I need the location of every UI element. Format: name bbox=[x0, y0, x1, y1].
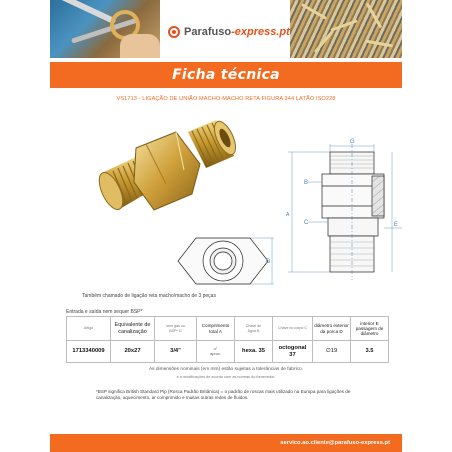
spec-header-line: sem gás ou bbox=[166, 324, 185, 329]
spec-table bbox=[66, 316, 389, 363]
spec-header-cell bbox=[111, 317, 155, 341]
label-d: D bbox=[266, 259, 271, 265]
spec-header-line: Equivalente de bbox=[114, 322, 151, 329]
brand-suffix: -express.pt bbox=[231, 26, 290, 38]
cell-diameter: ∅19 bbox=[313, 341, 351, 363]
tools-photo bbox=[50, 0, 160, 58]
spec-header-line: Comprimento bbox=[201, 323, 230, 329]
title-banner bbox=[50, 62, 402, 88]
spec-header-cell bbox=[273, 317, 313, 341]
label-b: B bbox=[304, 180, 309, 186]
spec-header-line: diâmetro exterior bbox=[314, 323, 349, 329]
datasheet-page bbox=[50, 0, 402, 452]
label-a: A bbox=[286, 212, 290, 218]
spec-header-line: canalização bbox=[118, 328, 147, 335]
key-body-line2: 37 bbox=[289, 351, 296, 358]
footer-bar bbox=[50, 434, 402, 452]
brand-name: Parafuso bbox=[184, 26, 232, 38]
spec-value-row bbox=[67, 341, 389, 363]
cell-key-body bbox=[273, 341, 313, 363]
cell-thread: 3/4" bbox=[155, 341, 197, 363]
spec-header-cell bbox=[313, 317, 351, 341]
banner-title: Ficha técnica bbox=[172, 67, 280, 83]
spec-header-line: interior E bbox=[360, 320, 379, 326]
product-subtitle: VS1713 - LIGAÇÃO DE UNIÃO MACHO-MACHO RETA FIGURA 344 LATÃO ISO228 bbox=[116, 96, 336, 102]
bsp-note: *BSP significa British Standard Pip (Rosca Padrão Britânica) = o padrão de roscas mais utilizado na Europa para ligações de canalização, aquecimento, ar comprimido e muitas outras redes de fluidos. bbox=[96, 389, 351, 401]
cell-equivalent: 20x27 bbox=[111, 341, 155, 363]
spec-header-line: passagem de diâmetro bbox=[355, 325, 384, 337]
spec-header-line: Artigo bbox=[83, 326, 94, 331]
also-called-caption: Também chamado de ligação reta macho/macho de 3 peças bbox=[82, 293, 216, 299]
cell-length bbox=[197, 341, 235, 363]
spec-header-cell bbox=[67, 317, 111, 341]
label-g-top: G bbox=[350, 139, 355, 145]
spec-header-line: Água B bbox=[247, 328, 260, 333]
key-body-line1: octogonal bbox=[278, 344, 307, 351]
cell-passage: 3.5 bbox=[351, 341, 389, 363]
spec-header-line: Chave no corpo C bbox=[278, 326, 307, 331]
header bbox=[50, 0, 402, 58]
brand-screw-icon bbox=[168, 26, 180, 38]
modifications-note: e a modificações de acordo com as normas do fornecedor. bbox=[176, 375, 276, 379]
label-e: E bbox=[394, 222, 399, 228]
inlet-outlet-caption: Entrada e saída nem sequer BSP* bbox=[66, 309, 143, 315]
length-note: aprox. bbox=[210, 351, 221, 356]
spec-header-line: da porca D bbox=[320, 328, 343, 334]
spec-header-cell bbox=[197, 317, 235, 341]
spec-header-line: total A bbox=[209, 328, 222, 334]
cell-article: 1713340009 bbox=[67, 341, 111, 363]
label-c: C bbox=[304, 220, 309, 226]
brand-logo[interactable] bbox=[168, 24, 290, 40]
length-value: n° bbox=[213, 347, 218, 352]
spec-header-cell bbox=[351, 317, 389, 341]
product-image bbox=[84, 110, 244, 230]
union-nut bbox=[134, 132, 200, 210]
spec-header-cell bbox=[235, 317, 273, 341]
cell-key-water: hexa. 35 bbox=[235, 341, 273, 363]
tolerance-note: As dimensões nominais (em mm) estão sujeitas a tolerâncias de fabrico. bbox=[148, 367, 304, 372]
spec-header-cell bbox=[155, 317, 197, 341]
screws-photo bbox=[290, 0, 402, 58]
spec-header-row bbox=[67, 317, 389, 341]
footer-email-link[interactable]: servico.ao.cliente@parafuso-express.pt bbox=[280, 440, 390, 446]
hex-end-view bbox=[168, 232, 278, 290]
spec-header-line: BSP* G bbox=[169, 328, 182, 333]
spec-header-line: Chave de bbox=[245, 324, 262, 329]
